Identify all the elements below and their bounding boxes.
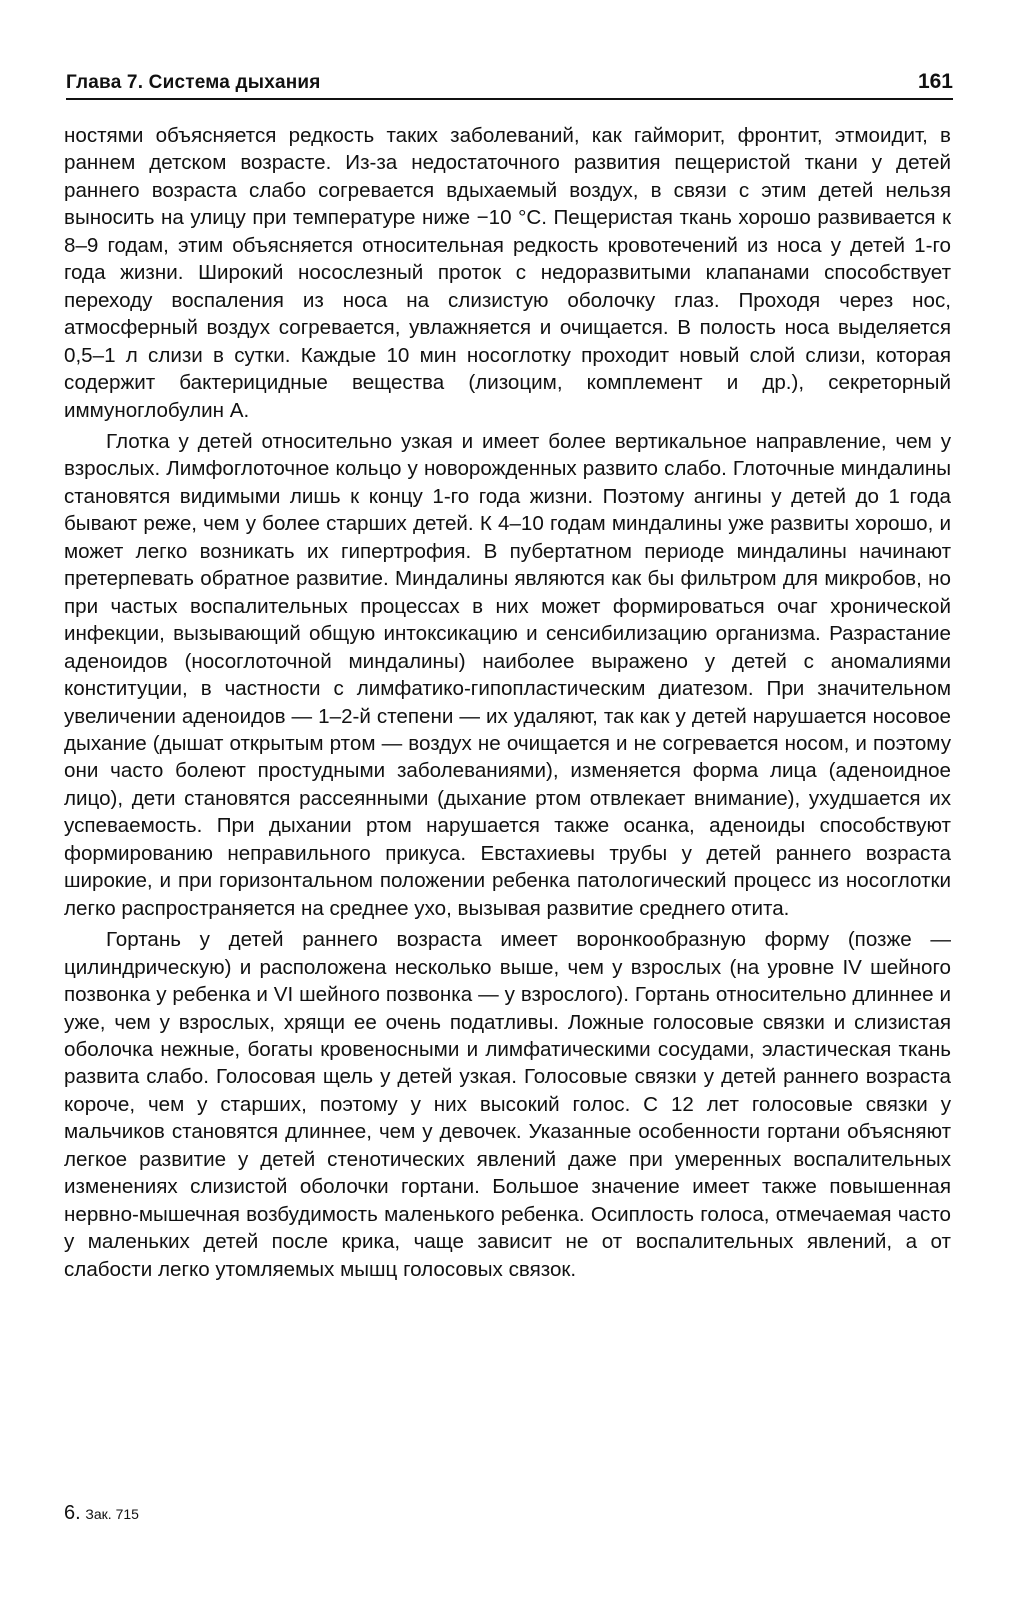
signature-number: 6. [64,1502,81,1524]
order-code: Зак. 715 [85,1506,139,1522]
paragraph-larynx: Гортань у детей раннего возраста имеет воронкообразную форму (позже — цилиндрическую) и расположена несколько выше, чем у взрослых (на уровне IV шейного позвонка у ребенка и VI шейного позвонка — у взрослого). Гортань относительно длиннее и уже, чем у взрослых, хрящи ее очень податливы. Ложные голосовые связки и слизистая оболочка нежные, богаты кровеносными и лимфатическими сосудами, эластическая ткань развита слабо. Голосовая щель у детей узкая. Голосовые связки у детей раннего возраста короче, чем у старших, поэтому у них высокий голос. С 12 лет голосовые связки у мальчиков становятся длиннее, чем у девочек. Указанные особенности гортани объясняют легкое развитие у детей стенотических явлений даже при умеренных воспалительных изменениях слизистой оболочки гортани. Большое значение имеет также повышенная нервно-мышечная возбудимость маленького ребенка. Осиплость голоса, отмечаемая часто у маленьких детей после крика, чаще зависит не от воспалительных явлений, а от слабости легко утомляемых мышц голосовых связок. [64,928,951,1281]
running-header [66,62,953,100]
body-text [64,122,951,1283]
paragraph-pharynx: Глотка у детей относительно узкая и имеет более вертикальное направление, чем у взрослых. Лимфоглоточное кольцо у новорожденных развито слабо. Глоточные миндалины становятся видимыми лишь к концу 1-го года жизни. Поэтому ангины у детей до 1 года бывают реже, чем у более старших детей. К 4–10 годам миндалины уже развиты хорошо, и может легко возникать их гипертрофия. В пубертатном периоде миндалины начинают претерпевать обратное развитие. Миндалины являются как бы фильтром для микробов, но при частых воспалительных процессах в них может формироваться очаг хронической инфекции, вызывающий общую интоксикацию и сенсибилизацию организма. Разрастание аденоидов (носоглоточной миндалины) наиболее выражено у детей с аномалиями конституции, в частности с лимфатико-гипопластическим диатезом. При значительном увеличении аденоидов — 1–2-й степени — их удаляют, так как у детей нарушается носовое дыхание (дышат открытым ртом — воздух не очищается и не согревается носом, и поэтому они часто болеют простудными заболеваниями), изменяется форма лица (аденоидное лицо), дети становятся рассеянными (дыхание ртом отвлекает внимание), ухудшается их успеваемость. При дыхании ртом нарушается также осанка, аденоиды способствуют формированию неправильного прикуса. Евстахиевы трубы у детей раннего возраста широкие, и при горизонтальном положении ребенка патологический процесс из носоглотки легко распространяется на среднее ухо, вызывая развитие среднего отита. [64,429,951,920]
printer-signature [64,1502,139,1525]
chapter-title: Глава 7. Система дыхания [66,72,321,93]
paragraph-nasal-cavity: ностями объясняется редкость таких заболеваний, как гайморит, фронтит, этмоидит, в раннем детском возрасте. Из-за недостаточного развития пещеристой ткани у детей раннего возраста слабо согревается вдыхаемый воздух, в связи с этим детей нельзя выносить на улицу при температуре ниже −10 °С. Пещеристая ткань хорошо развивается к 8–9 годам, этим объясняется относительная редкость кровотечений из носа у детей 1-го года жизни. Широкий носослезный проток с недоразвитыми клапанами способствует переходу воспаления из носа на слизистую оболочку глаз. Проходя через нос, атмосферный воздух согревается, увлажняется и очищается. В полость носа выделяется 0,5–1 л слизи в сутки. Каждые 10 мин носоглотку проходит новый слой слизи, которая содержит бактерицидные вещества (лизоцим, комплемент и др.), секреторный иммуноглобулин А. [64,124,951,422]
page-number: 161 [917,70,953,93]
